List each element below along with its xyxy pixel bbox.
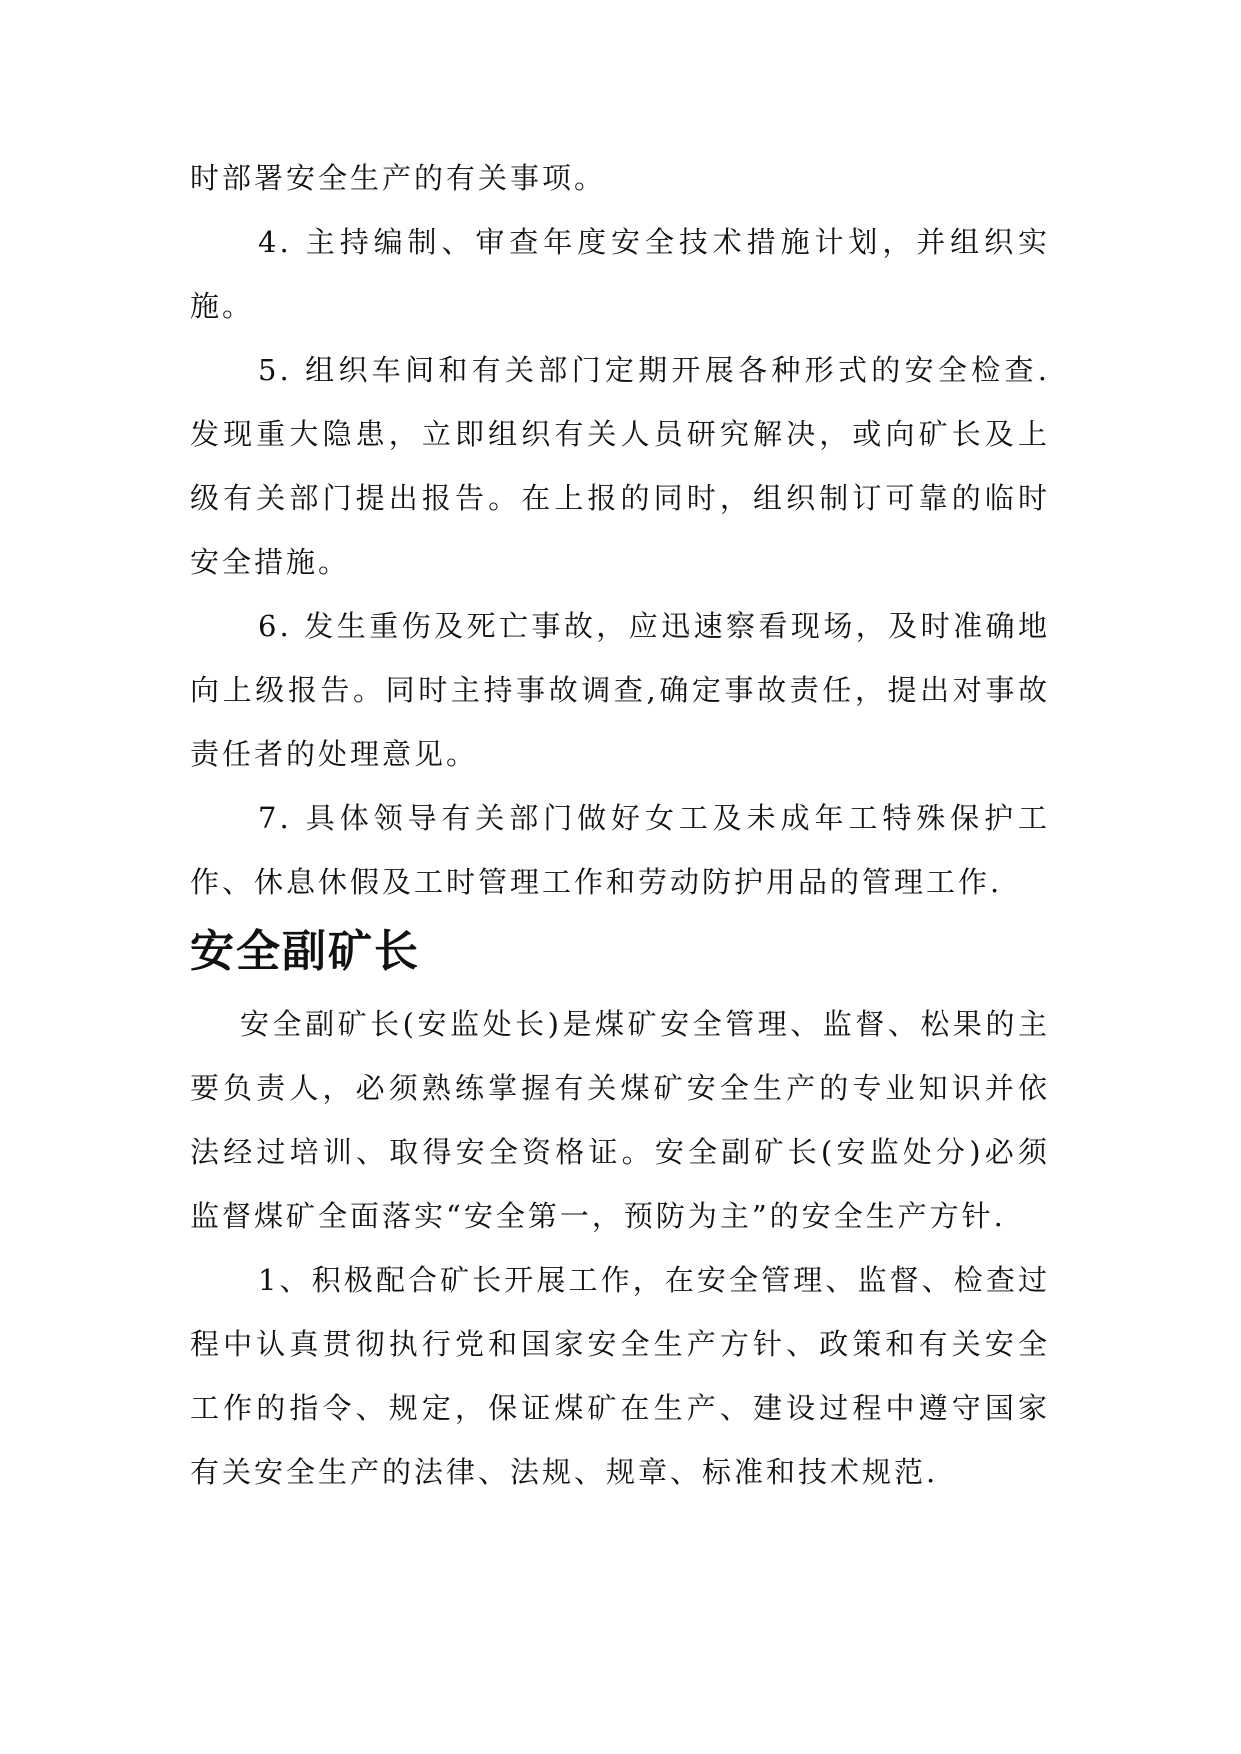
paragraph-continuation: 时部署安全生产的有关事项。 [190,161,607,195]
paragraph-item-5: 5. 组织车间和有关部门定期开展各种形式的安全检查.发现重大隐患，立即组织有关人员研究解决，或向矿长及上级有关部门提出报告。在上报的同时，组织制订可靠的临时安全措施。 [190,353,1050,579]
paragraph-item-4: 4. 主持编制、审查年度安全技术措施计划，并组织实施。 [190,225,1050,323]
section-title: 安全副矿长 [190,926,420,977]
section-intro-paragraph: 安全副矿长(安监处长)是煤矿安全管理、监督、松果的主要负责人，必须熟练掌握有关煤矿安全生产的专业知识并依法经过培训、取得安全资格证。安全副矿长(安监处分)必须监督煤矿全面落实“安全第一，预防为主”的安全生产方针. [190,1007,1050,1233]
paragraph-item-6: 6. 发生重伤及死亡事故，应迅速察看现场，及时准确地向上级报告。同时主持事故调查,确定事故责任，提出对事故责任者的处理意见。 [190,609,1050,771]
paragraph-item-7: 7. 具体领导有关部门做好女工及未成年工特殊保护工作、休息休假及工时管理工作和劳动防护用品的管理工作. [190,801,1050,899]
document-content [190,146,1050,1504]
paragraph-item-1: 1、积极配合矿长开展工作，在安全管理、监督、检查过程中认真贯彻执行党和国家安全生产方针、政策和有关安全工作的指令、规定，保证煤矿在生产、建设过程中遵守国家有关安全生产的法律、法规、规章、标准和技术规范. [190,1263,1050,1489]
